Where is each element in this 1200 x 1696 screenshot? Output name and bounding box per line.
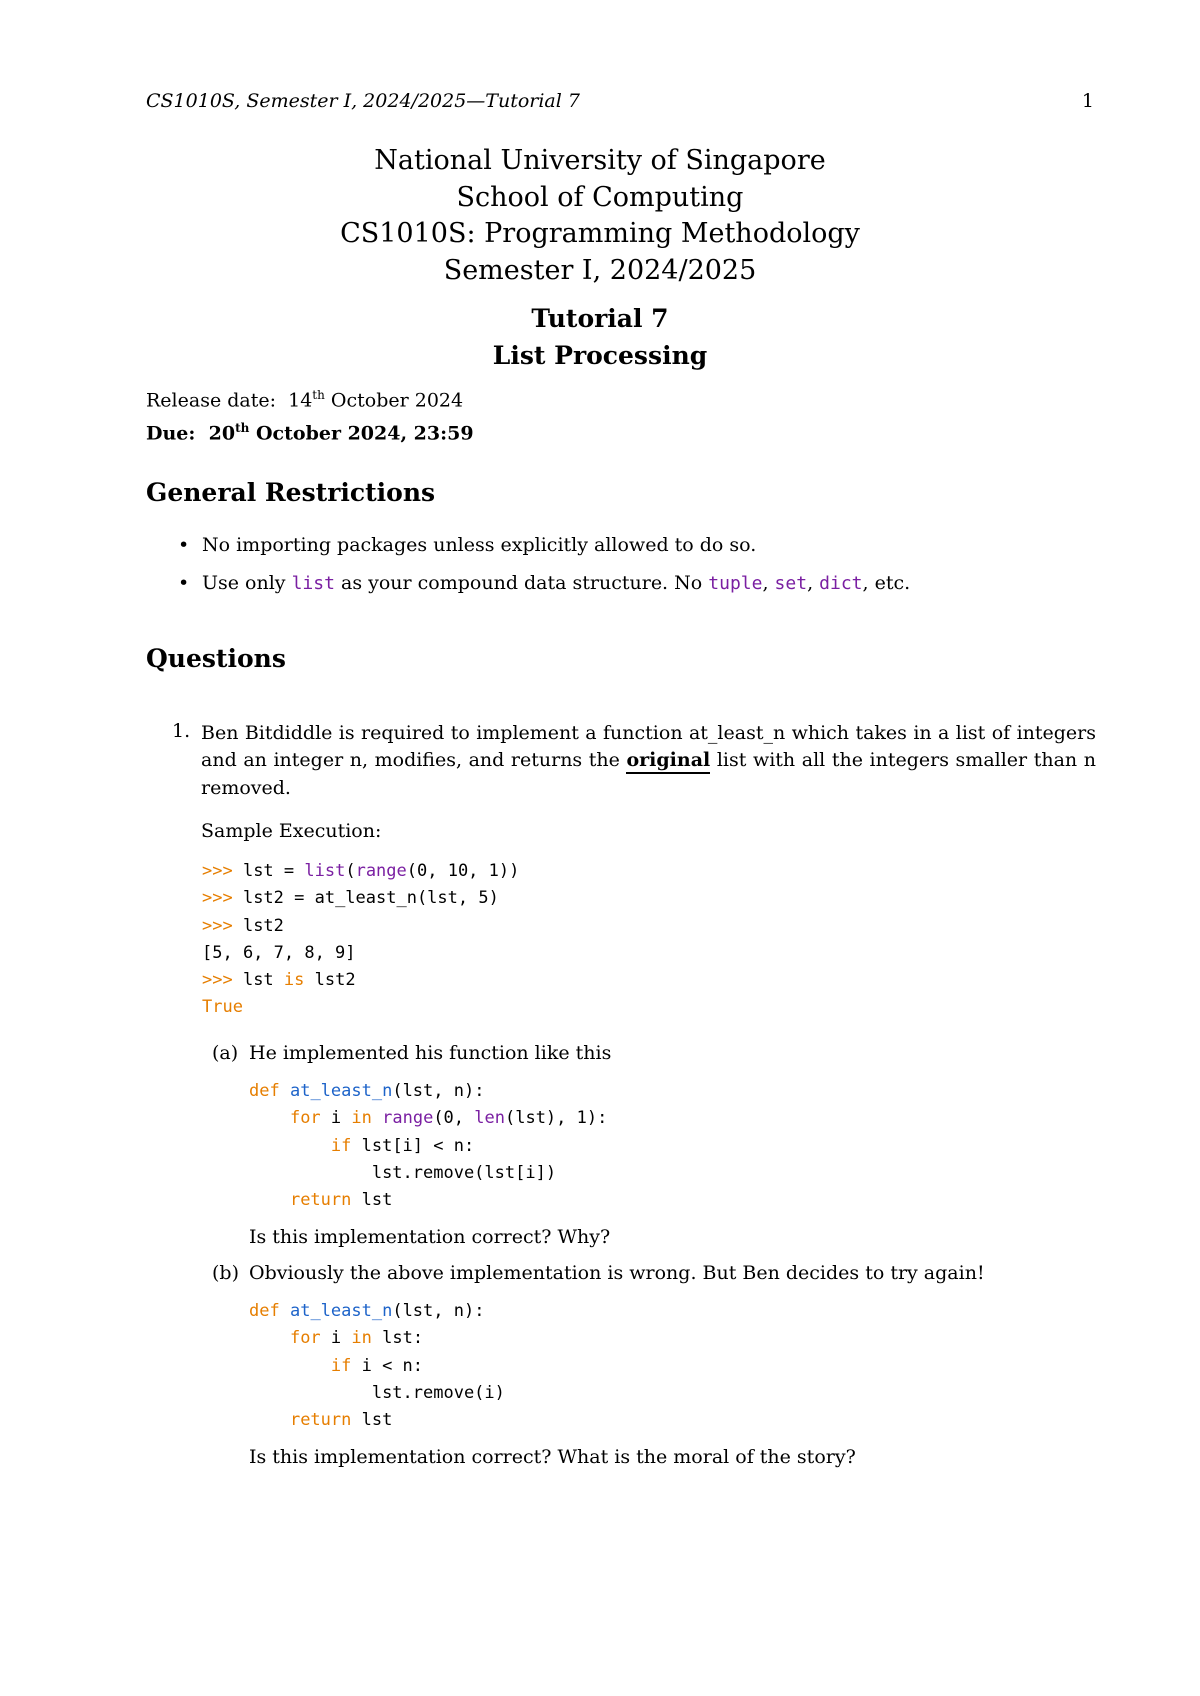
code-line bbox=[249, 1407, 505, 1434]
title-block bbox=[0, 143, 1200, 289]
code-text: i < n: bbox=[351, 1355, 424, 1376]
part-a-label: (a) bbox=[212, 1042, 239, 1064]
code-text: lst bbox=[351, 1190, 393, 1211]
part-a-code bbox=[249, 1078, 607, 1214]
bullet-icon: • bbox=[178, 534, 190, 556]
code-line bbox=[249, 1353, 505, 1380]
code-text: lst2 = at_least_n(lst, 5) bbox=[232, 888, 499, 909]
comma: , bbox=[762, 572, 769, 594]
running-title: CS1010S, Semester I, 2024/2025—Tutorial 7 bbox=[146, 90, 580, 112]
university-name: National University of Singapore bbox=[374, 145, 826, 176]
code-text: lst = bbox=[232, 861, 305, 881]
repl-prompt: >>> bbox=[202, 970, 233, 991]
builtin: range bbox=[355, 861, 407, 881]
code-line bbox=[202, 913, 519, 940]
due-rest: October 2024, 23:59 bbox=[256, 422, 474, 445]
code-line bbox=[249, 1160, 607, 1187]
sample-execution-label: Sample Execution: bbox=[201, 820, 382, 842]
course-name: CS1010S: Programming Methodology bbox=[340, 218, 860, 249]
builtin: len bbox=[474, 1108, 505, 1129]
restrictions-list bbox=[160, 532, 1100, 609]
part-b-code bbox=[249, 1298, 505, 1434]
questions-heading: Questions bbox=[146, 644, 286, 673]
repl-prompt: >>> bbox=[202, 915, 233, 936]
code-line bbox=[249, 1187, 607, 1214]
keyword-tuple: tuple bbox=[708, 573, 763, 594]
comma: , bbox=[807, 572, 814, 594]
restrictions-heading: General Restrictions bbox=[146, 478, 436, 507]
part-b-question: Is this implementation correct? What is the moral of the story? bbox=[249, 1446, 856, 1468]
tutorial-number: Tutorial 7 bbox=[531, 304, 669, 333]
repl-prompt: >>> bbox=[202, 888, 233, 909]
keyword-list: list bbox=[291, 573, 335, 594]
part-a-question: Is this implementation correct? Why? bbox=[249, 1226, 611, 1248]
keyword: if bbox=[330, 1135, 352, 1156]
part-b-text: Obviously the above implementation is wrong. But Ben decides to try again! bbox=[249, 1262, 985, 1284]
keyword: for bbox=[289, 1108, 321, 1129]
code-text: (lst, n): bbox=[392, 1081, 485, 1101]
repl-prompt: >>> bbox=[202, 861, 233, 881]
builtin: list bbox=[304, 861, 346, 881]
keyword: return bbox=[289, 1190, 352, 1211]
list-item bbox=[160, 532, 1100, 558]
due-date bbox=[146, 414, 474, 447]
code-text: (0, bbox=[433, 1108, 475, 1129]
restriction-text: No importing packages unless explicitly allowed to do so. bbox=[202, 534, 757, 556]
sample-execution-code bbox=[202, 858, 519, 1022]
part-a-text: He implemented his function like this bbox=[249, 1042, 612, 1064]
page-number: 1 bbox=[1081, 90, 1094, 112]
code-text: lst bbox=[232, 970, 284, 991]
dates-block bbox=[146, 381, 474, 448]
question-text-b: list with all the integers smaller than n removed. bbox=[201, 749, 1096, 799]
code-line bbox=[249, 1298, 505, 1325]
code-line bbox=[249, 1133, 607, 1160]
emphasis-original: original bbox=[626, 749, 710, 774]
code-text: (lst), 1): bbox=[504, 1108, 608, 1129]
keyword-dict: dict bbox=[819, 573, 863, 594]
keyword: def bbox=[249, 1301, 280, 1321]
code-line bbox=[249, 1078, 607, 1105]
restriction-text: Use only bbox=[202, 572, 286, 594]
restriction-text: , etc. bbox=[862, 572, 911, 594]
due-suffix: th bbox=[235, 421, 250, 436]
code-line bbox=[202, 885, 519, 912]
part-b-label: (b) bbox=[212, 1262, 239, 1284]
code-text: lst bbox=[351, 1410, 393, 1431]
question-text bbox=[201, 720, 1096, 802]
code-line bbox=[249, 1325, 505, 1352]
release-suffix: th bbox=[312, 388, 325, 402]
release-date bbox=[146, 381, 474, 414]
release-day: 14 bbox=[288, 389, 313, 412]
semester: Semester I, 2024/2025 bbox=[443, 254, 757, 286]
code-text: lst.remove(lst[i]) bbox=[371, 1162, 557, 1183]
code-text: i bbox=[320, 1328, 352, 1349]
keyword: def bbox=[249, 1081, 280, 1101]
code-line: [5, 6, 7, 8, 9] bbox=[202, 942, 356, 963]
list-item bbox=[160, 570, 1100, 597]
running-header bbox=[146, 90, 1094, 114]
keyword: for bbox=[289, 1328, 321, 1349]
keyword: if bbox=[330, 1355, 352, 1376]
code-text: (0, 10, 1)) bbox=[406, 861, 520, 881]
function-name: at_least_n bbox=[289, 1301, 393, 1321]
bullet-icon: • bbox=[178, 572, 190, 594]
release-label: Release date: bbox=[146, 389, 277, 412]
code-text: lst2 bbox=[304, 970, 356, 991]
builtin: range bbox=[382, 1108, 434, 1129]
code-text: ( bbox=[345, 861, 356, 881]
code-line bbox=[249, 1105, 607, 1132]
due-label: Due: bbox=[146, 422, 196, 445]
keyword: in bbox=[351, 1108, 372, 1129]
code-text: i bbox=[320, 1108, 352, 1129]
code-text: lst2 bbox=[232, 915, 284, 936]
keyword-set: set bbox=[774, 573, 808, 594]
question-text-a: Ben Bitdiddle is required to implement a function at_least_n which takes in a list of integers and an integer n, modifies, and returns the bbox=[201, 722, 1096, 772]
restriction-text: as your compound data structure. No bbox=[341, 572, 703, 594]
keyword: in bbox=[351, 1328, 372, 1349]
tutorial-topic: List Processing bbox=[492, 341, 708, 370]
release-rest: October 2024 bbox=[330, 389, 464, 412]
keyword: return bbox=[289, 1410, 352, 1431]
code-line: True bbox=[202, 997, 243, 1018]
code-line bbox=[202, 967, 519, 994]
tutorial-title bbox=[0, 300, 1200, 374]
school-name: School of Computing bbox=[456, 181, 744, 213]
due-day: 20 bbox=[208, 422, 236, 445]
code-text: lst: bbox=[371, 1328, 424, 1349]
function-name: at_least_n bbox=[289, 1081, 393, 1101]
question-number: 1. bbox=[172, 720, 191, 742]
code-line bbox=[202, 858, 519, 885]
code-text: (lst, n): bbox=[392, 1301, 485, 1321]
code-text: lst.remove(i) bbox=[371, 1382, 505, 1403]
code-text: lst[i] < n: bbox=[351, 1135, 475, 1156]
code-line bbox=[249, 1380, 505, 1407]
keyword: is bbox=[283, 970, 305, 991]
